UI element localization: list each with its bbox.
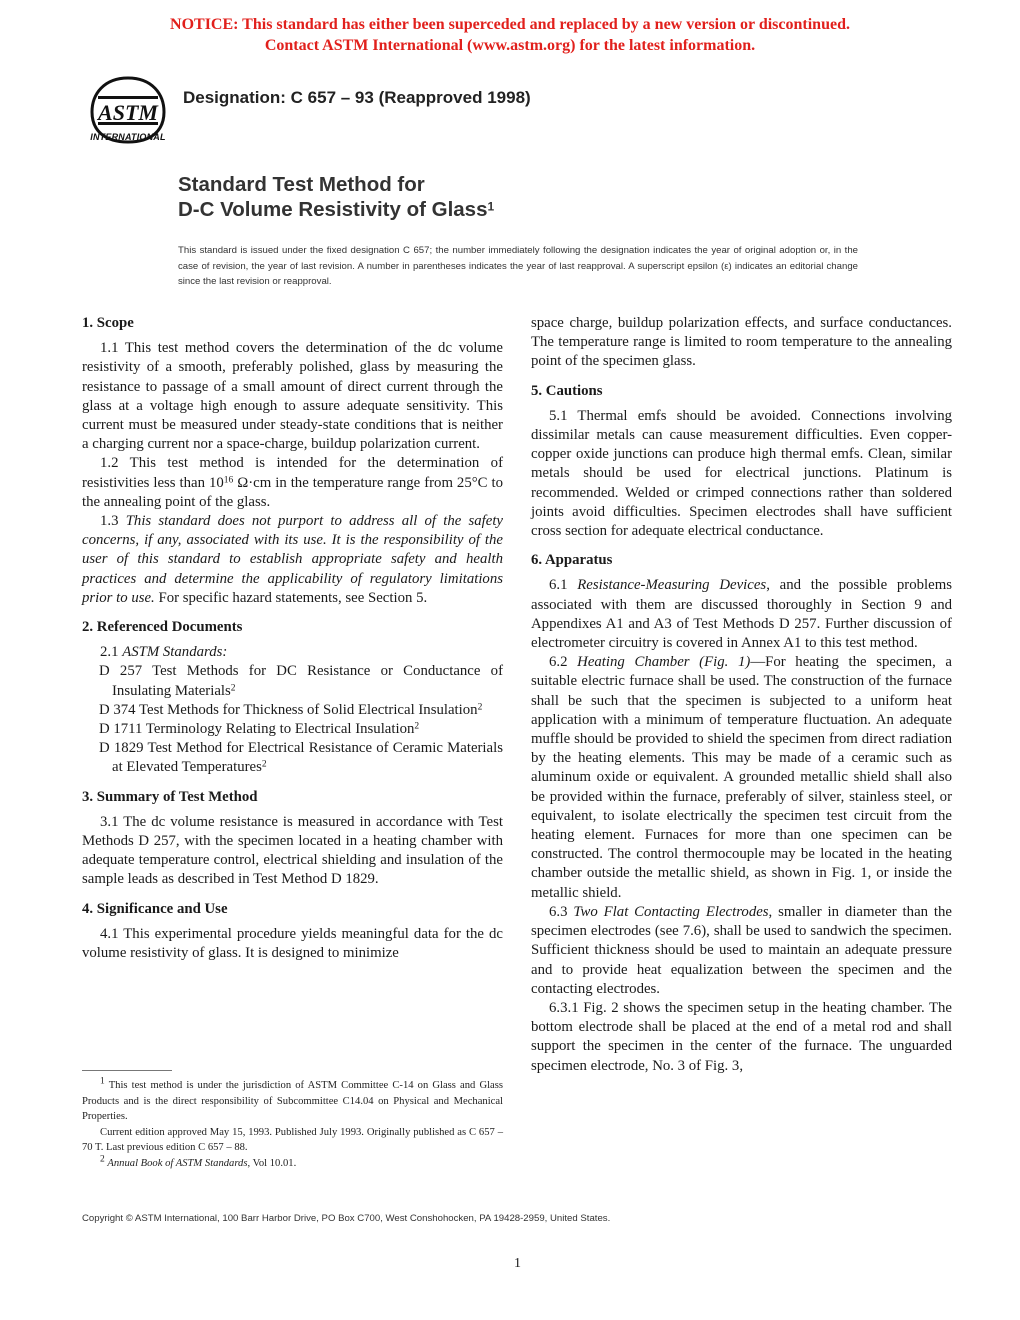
section-heading-apparatus: 6. Apparatus [531,552,613,569]
p6-1-num: 6.1 [549,577,578,594]
p6-2-num: 6.2 [549,654,578,671]
footnote-rule [82,1070,172,1071]
paragraph-6-3-1: 6.3.1 Fig. 2 shows the specimen setup in the heating chamber. The bottom electrode shall be placed at the end of a metal rod and shall support the specimen in the center of the furnace. The unguarded specimen electrode, No. 3 of Fig. 3, [531,999,952,1074]
p1-3-tail: For specific hazard statements, see Section 5. [154,589,428,606]
p6-3-italic: Two Flat Contacting Electrodes [573,903,769,920]
right-column [531,314,952,1076]
issued-note: This standard is issued under the fixed designation C 657; the number immediately following the designation indicates the year of original adoption or, in the case of revision, the year of last revision. A number in parentheses indicates the year of last reapproval. A superscript epsilon (ε) indicates an editorial change since the last revision or reapproval. [178,245,858,287]
page-title [178,172,494,222]
p2-1-italic: ASTM Standards: [122,644,228,661]
logo-letters: ASTM [98,100,158,125]
footnote-2-mark: 2 [100,1154,105,1165]
section-heading-summary: 3. Summary of Test Method [82,788,258,805]
reference-item [82,662,503,700]
paragraph-4-1: 4.1 This experimental procedure yields meaningful data for the dc volume resistivity of glass. It is designed to minimize [82,925,503,962]
p6-3-tail: , smaller in diameter than the specimen electrodes (see 7.6), shall be used to sandwich the specimen. Sufficient thickness should be used to maintain an adequate pressure and to provide heat equalization between the specimen and the contacting electrodes. [531,903,952,997]
reference-text: D 257 Test Methods for DC Resistance or Conductance of Insulating Materials [99,663,503,699]
page-number: 1 [514,1256,521,1271]
reference-footnote-ref: 2 [230,683,236,694]
p6-1-tail: , and the possible problems associated with them are discussed thoroughly in Section 9 and Appendixes A1 and A3 of Test Methods D 257. Further discussion of electrometer circuitry is covered in Annex A1 to this test method. [531,577,952,652]
footnote-1-b: Current edition approved May 15, 1993. Published July 1993. Originally published as C 657 – 70 T. Last previous edition C 657 – 88. [82,1126,503,1153]
footnote-2-italic: Annual Book of ASTM Standards [107,1157,248,1169]
paragraph-1-3 [82,512,503,608]
reference-footnote-ref: 2 [477,702,483,713]
notice-line-2: Contact ASTM International (www.astm.org) for the latest information. [264,37,756,54]
section-heading-scope: 1. Scope [82,315,134,331]
notice-line-1: NOTICE: This standard has either been superceded and replaced by a new version or discontinued. [170,16,850,33]
p1-2-text-a: 1.2 This test method is intended for the determination of resistivities less than 10 [82,455,503,491]
p6-1-italic: Resistance-Measuring Devices [577,577,767,594]
footnote-2-tail: , Vol 10.01. [247,1157,297,1169]
reference-item [82,720,503,739]
designation: Designation: C 657 – 93 (Reapproved 1998) [183,88,531,107]
paragraph-6-1 [531,576,952,653]
reference-item [82,701,503,720]
reference-text: D 1711 Terminology Relating to Electrical Insulation [99,721,415,738]
logo-wordmark: INTERNATIONAL [90,132,166,142]
p1-3-italic: This standard does not purport to address all of the safety concerns, if any, associated with its use. It is the responsibility of the user of this standard to establish appropriate safety and health practices and determine the applicability of regulatory limitations prior to use. [82,513,503,606]
title-line-1: Standard Test Method for [178,173,425,196]
paragraph-2-1 [82,643,503,662]
paragraph-1-2 [82,454,503,512]
p1-3-num: 1.3 [100,513,126,530]
paragraph-6-3 [531,903,952,999]
section-heading-cautions: 5. Cautions [531,382,603,399]
paragraph-1-1: 1.1 This test method covers the determination of the dc volume resistivity of a smooth, preferably polished, glass by measuring the resistance to passage of a small amount of direct current through the glass at a voltage high enough to assure adequate sensitivity. This current must be measured under steady-state conditions that is neither a charging current nor a space-charge, buildup polarization current. [82,340,503,453]
notice-banner [0,14,1020,56]
p2-1-num: 2.1 [100,644,123,661]
footnote-1-mark: 1 [100,1076,105,1087]
footnote-1-text: This test method is under the jurisdiction of ASTM Committee C-14 on Glass and Glass Products and is the direct responsibility of Subcommittee C14.04 on Physical and Mechanical Properties. [82,1080,503,1122]
title-line-2 [178,197,494,222]
footnotes [82,1073,503,1171]
p6-3-num: 6.3 [549,903,574,920]
p6-2-italic: Heating Chamber (Fig. 1) [577,654,751,671]
footnote-1 [82,1078,503,1125]
copyright: Copyright © ASTM International, 100 Barr Harbor Drive, PO Box C700, West Conshohocken, PA 19428-2959, United States. [82,1213,611,1224]
title-footnote-ref: 1 [487,199,495,214]
reference-text: D 374 Test Methods for Thickness of Solid Electrical Insulation [99,701,478,718]
p1-2-text-b: Ω·cm in the temperature range from 25°C to the annealing point of the glass. [82,474,503,510]
footnote-2 [82,1156,503,1172]
p1-2-exponent: 16 [223,475,234,486]
paragraph-4-1-continued: space charge, buildup polarization effects, and surface conductances. The temperature range is limited to room temperature to the annealing point of the specimen glass. [531,315,952,370]
reference-footnote-ref: 2 [414,721,420,732]
reference-footnote-ref: 2 [261,760,267,771]
paragraph-3-1: 3.1 The dc volume resistance is measured in accordance with Test Methods D 257, with the specimen located in a heating chamber with adequate temperature control, electrical shielding and insulation of the sample leads as described in Test Method D 1829. [82,813,503,888]
title-line-2-text: D-C Volume Resistivity of Glass [178,198,488,221]
paragraph-6-2 [531,653,952,903]
section-heading-significance: 4. Significance and Use [82,900,228,917]
reference-item [82,739,503,777]
paragraph-5-1: 5.1 Thermal emfs should be avoided. Connections involving dissimilar metals can cause measurement difficulties. Even copper-copper oxide junctions can produce high thermal emfs. Clean, similar metals should be used for electrical junctions. Platinum is recommended. Welded or crimped connections rather than soldered joints avoid difficulties. Specimen electrodes shall have sufficient cross section for adequate electrical conductance. [531,407,952,540]
section-heading-referenced: 2. Referenced Documents [82,619,243,636]
p6-2-tail: —For heating the specimen, a suitable electric furnace shall be used. The construction of the furnace shall be such that the specimen is subjected to a uniform heat application with a minimum of temperature fluctuation. An adequate muffle should be provided to shield the specimen from direct radiation by the heating elements. This may be made of a ceramic such as aluminum oxide or equivalent. A grounded metallic shield shall also be provided within the furnace, preferably of silver, stainless steel, or equivalent, to isolate electrically the specimen test circuit from the heating element. Furnaces for more than one specimen can be constructed. The control thermocouple may be located in the heating chamber outside the metallic shield, as shown in Fig. 1, or inside the metallic shield. [531,654,952,901]
reference-text: D 1829 Test Method for Electrical Resistance of Ceramic Materials at Elevated Temperatures [99,740,503,776]
left-column [82,314,503,963]
